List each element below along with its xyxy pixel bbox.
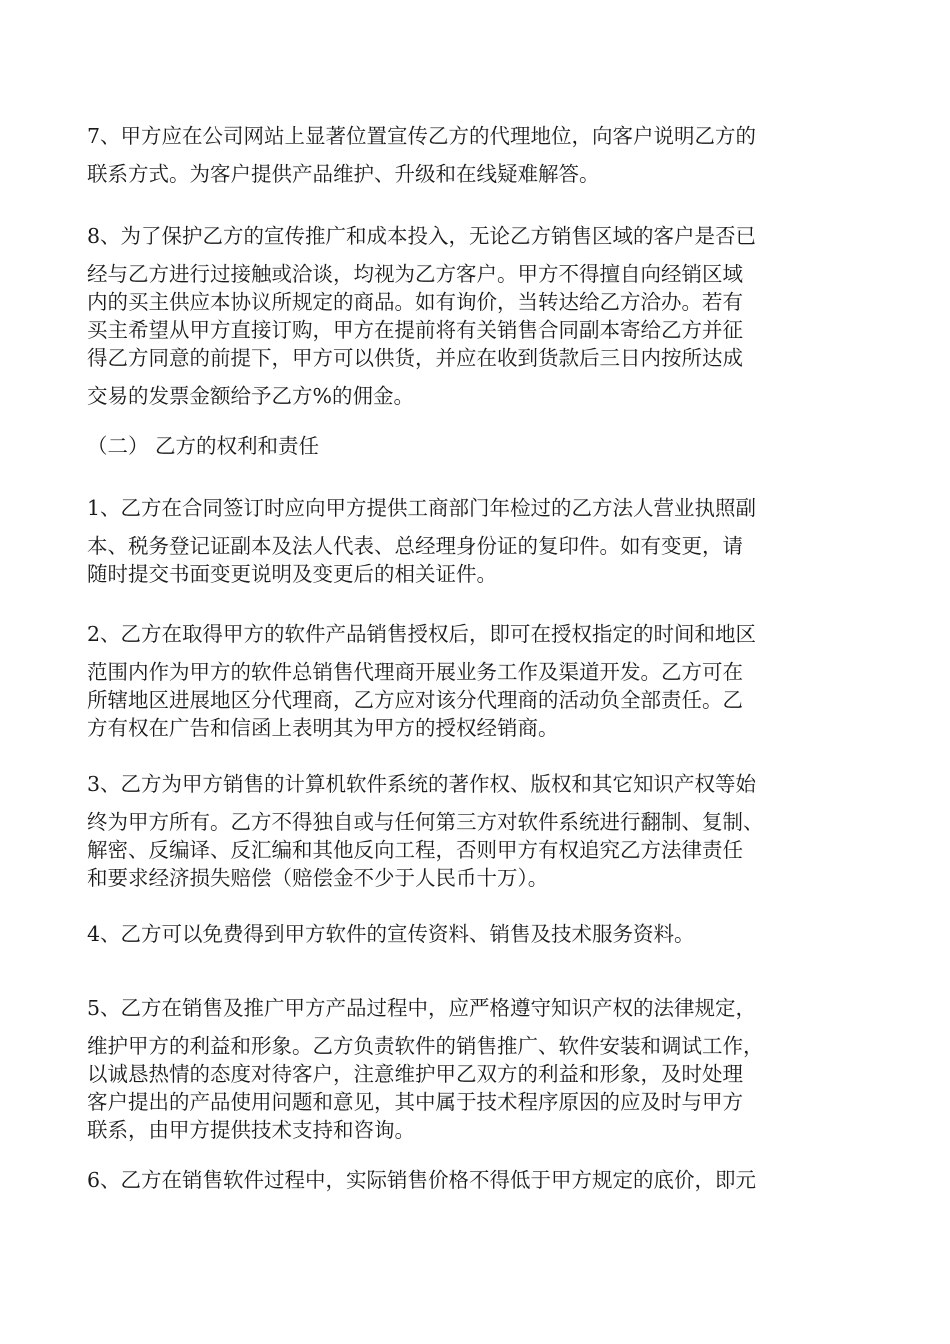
clause-b3-line-1: 3、乙方为甲方销售的计算机软件系统的著作权、版权和其它知识产权等始 <box>87 772 757 796</box>
clause-b2-line-1: 2、乙方在取得甲方的软件产品销售授权后，即可在授权指定的时间和地区 <box>87 622 757 646</box>
clause-b4 <box>87 920 877 948</box>
clause-a8 <box>87 222 877 410</box>
clause-b3-line-3: 解密、反编译、反汇编和其他反向工程，否则甲方有权追究乙方法律责任 <box>87 838 743 862</box>
clause-b5-line-1: 5、乙方在销售及推广甲方产品过程中，应严格遵守知识产权的法律规定， <box>87 996 757 1020</box>
clause-b1-line-3: 随时提交书面变更说明及变更后的相关证件。 <box>87 562 497 586</box>
clause-b2 <box>87 620 877 742</box>
clause-a8-line-4: 买主希望从甲方直接订购，甲方在提前将有关销售合同副本寄给乙方并征 <box>87 318 743 342</box>
clause-a8-line-1: 8、为了保护乙方的宣传推广和成本投入，无论乙方销售区域的客户是否已 <box>87 224 757 248</box>
clause-a7-line-2: 联系方式。为客户提供产品维护、升级和在线疑难解答。 <box>87 162 600 186</box>
clause-a7-line-1: 7、甲方应在公司网站上显著位置宣传乙方的代理地位，向客户说明乙方的 <box>87 124 757 148</box>
clause-b5-line-5: 联系，由甲方提供技术支持和咨询。 <box>87 1118 415 1142</box>
clause-b2-line-2: 范围内作为甲方的软件总销售代理商开展业务工作及渠道开发。乙方可在 <box>87 660 743 684</box>
clause-b1-line-1: 1、乙方在合同签订时应向甲方提供工商部门年检过的乙方法人营业执照副 <box>87 496 757 520</box>
clause-b5-line-3: 以诚恳热情的态度对待客户，注意维护甲乙双方的利益和形象，及时处理 <box>87 1062 743 1086</box>
clause-b3-line-4: 和要求经济损失赔偿（赔偿金不少于人民币十万）。 <box>87 866 549 890</box>
clause-b6 <box>87 1166 877 1194</box>
clause-b6-line-1: 6、乙方在销售软件过程中，实际销售价格不得低于甲方规定的底价，即元 <box>87 1168 757 1192</box>
clause-b5-line-4: 客户提出的产品使用问题和意见，其中属于技术程序原因的应及时与甲方 <box>87 1090 743 1114</box>
clause-a7 <box>87 122 877 188</box>
clause-a8-line-6: 交易的发票金额给予乙方%的佣金。 <box>87 384 414 408</box>
clause-a8-line-3: 内的买主供应本协议所规定的商品。如有询价，当转达给乙方洽办。若有 <box>87 290 743 314</box>
clause-b1-line-2: 本、税务登记证副本及法人代表、总经理身份证的复印件。如有变更，请 <box>87 534 743 558</box>
clause-a8-line-5: 得乙方同意的前提下，甲方可以供货，并应在收到货款后三日内按所达成 <box>87 346 743 370</box>
clause-b5-line-2: 维护甲方的利益和形象。乙方负责软件的销售推广、软件安装和调试工作， <box>87 1034 764 1058</box>
clause-a8-line-2: 经与乙方进行过接触或洽谈，均视为乙方客户。甲方不得擅自向经销区域 <box>87 262 743 286</box>
clause-b3 <box>87 770 877 892</box>
clause-b3-line-2: 终为甲方所有。乙方不得独自或与任何第三方对软件系统进行翻制、复制、 <box>87 810 764 834</box>
clause-b2-line-4: 方有权在广告和信函上表明其为甲方的授权经销商。 <box>87 716 559 740</box>
clause-b4-line-1: 4、乙方可以免费得到甲方软件的宣传资料、销售及技术服务资料。 <box>87 922 695 946</box>
clause-b1 <box>87 494 877 588</box>
section-heading: （二） 乙方的权利和责任 <box>87 434 320 458</box>
clause-b5 <box>87 994 877 1144</box>
clause-b2-line-3: 所辖地区进展地区分代理商，乙方应对该分代理商的活动负全部责任。乙 <box>87 688 743 712</box>
